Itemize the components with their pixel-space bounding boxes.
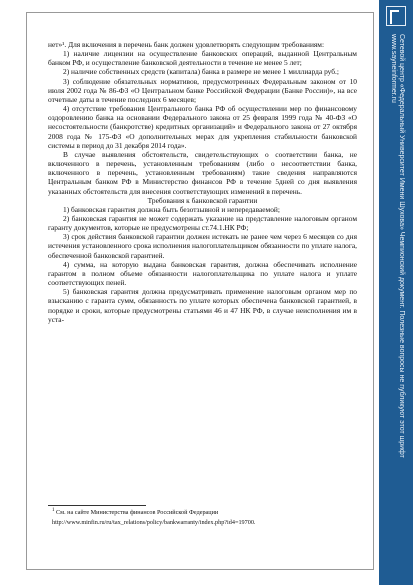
sidebar-caption	[389, 34, 405, 458]
list-item: 3) соблюдение обязательных нормативов, предусмотренных Федеральным законом от 10 июля 2002 года № 86-ФЗ «О Центральном банке Российской Федерации (Банке России)», на все отчетные даты в течение последних 6 месяцев;	[48, 76, 357, 104]
footnote	[52, 508, 352, 528]
sidebar-banner	[379, 0, 413, 585]
sidebar-line-1: Сетевой центр «Федеральный Университет Имени Шухова» Чемпионский документ. Полезные вопросы не публикуют этот шрифт	[398, 34, 405, 458]
lead-paragraph: нет»¹. Для включения в перечень банк должен удовлетворять следующим требованиям:	[48, 40, 325, 49]
list-item: 3) срок действия банковской гарантии должен истекать не ранее чем через 6 месяцев со дня истечения установленного срока исполнения налогоплательщиком обязанности по уплате налога, обеспеченной банковской гарантией.	[48, 232, 357, 260]
list-item: 1) банковская гарантия должна быть безотзывной и непередаваемой;	[63, 204, 280, 214]
document-body	[48, 40, 357, 324]
footnote-marker: 1	[52, 507, 55, 513]
list-item: 4) отсутствие требования Центрального банка РФ об осуществлении мер по финансовому оздоровлению банка на основании Федерального закона от 25 февраля 1999 года № 40-ФЗ «О несостоятельности (банкротстве) кредитных организаций» и Федерального закона от 27 октября 2008 года № 175-ФЗ «О дополнительных мерах для укрепления стабильности банковской системы в период до 31 декабря 2014 года».	[48, 104, 357, 150]
footnote-separator	[48, 505, 146, 506]
list-item: 5) банковская гарантия должна предусматривать применение налоговым органом мер по взысканию с гаранта сумм, обязанность по уплате которых обеспечена банковской гарантией, в порядке и сроки, которые предусмотрены статьями 46 и 47 НК РФ, в случае неисполнения им в уста-	[48, 287, 357, 324]
list-item: 2) банковская гарантия не может содержать указание на представление налоговым органом гаранту документов, которые не предусмотрены ст.74.1.НК РФ;	[48, 213, 357, 233]
section-heading: Требования к банковской гарантии	[147, 195, 258, 205]
sidebar-line-2: www.sayneinformer.ru	[390, 34, 397, 103]
list-item: 4) сумма, на которую выдана банковская гарантия, должна обеспечивать исполнение гарантом в полном объеме обязанности налогоплательщика по уплате налога и уплате соответствующих пеней.	[48, 259, 357, 288]
footnote-text: См. на сайте Министерства финансов Российской Федерации	[56, 509, 219, 516]
footnote-link[interactable]: http://www.minfin.ru/ru/tax_relations/policy/bankwarranty/index.php?id4=19700.	[52, 519, 256, 526]
logo-icon	[386, 6, 406, 26]
paragraph: В случае выявления обстоятельств, свидетельствующих о соответствии банка, не включенного в перечень, установленным требованиям (либо о несоответствии банка, включенного в перечень, установленным требованиям) такие сведения направляются Центральным банком РФ в Министерство финансов РФ в течение 5дней со дня выявления указанных обстоятельств для внесения соответствующих изменений в перечень.	[48, 149, 357, 196]
footnote-line-1	[52, 508, 352, 518]
list-item: 1) наличие лицензии на осуществление банковских операций, выданной Центральным банком РФ, и осуществление банковской деятельности в течение не менее 5 лет;	[48, 49, 357, 68]
list-item: 2) наличие собственных средств (капитала) банка в размере не менее 1 миллиарда руб.;	[63, 67, 339, 77]
